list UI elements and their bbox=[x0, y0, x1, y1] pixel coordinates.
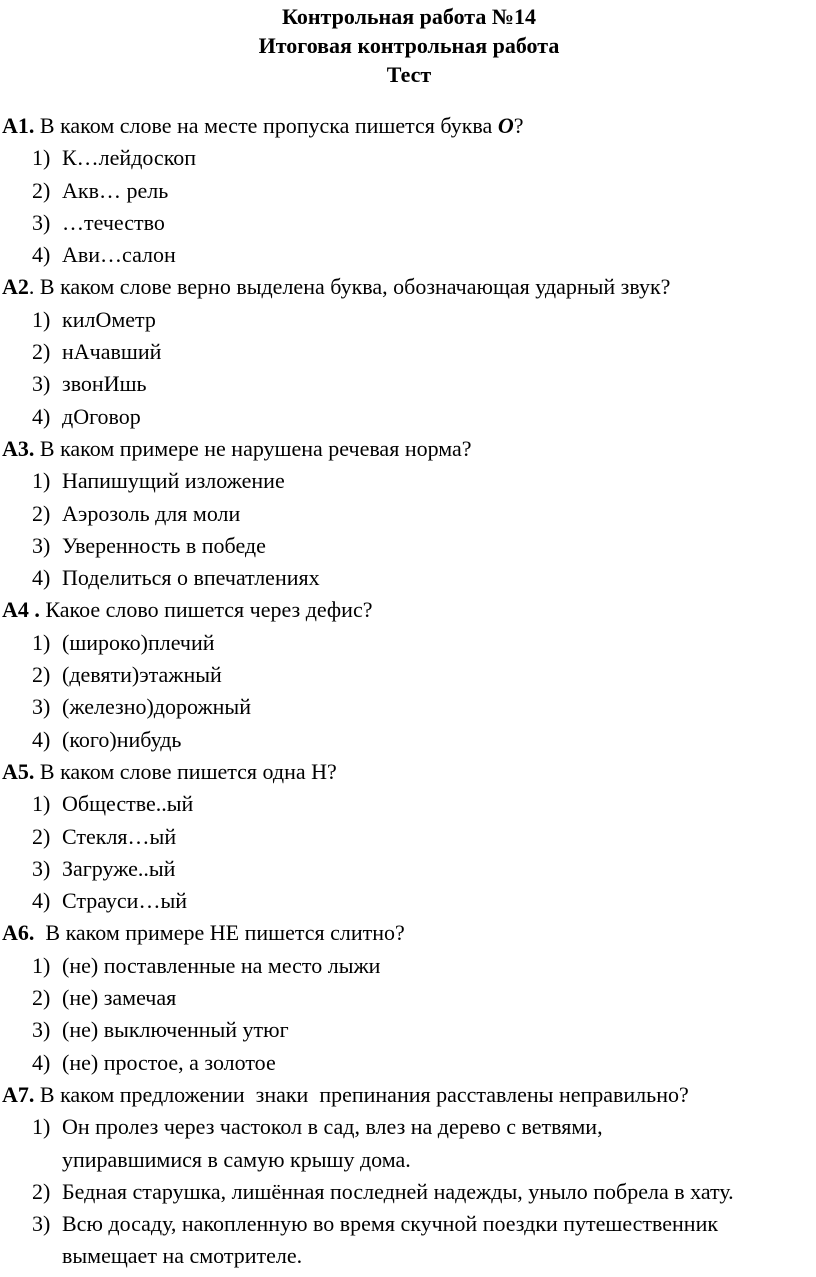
option-number: 3) bbox=[32, 532, 51, 558]
question-number: А7. bbox=[2, 1081, 35, 1107]
option-text: (железно)дорожный bbox=[62, 694, 251, 720]
answer-option bbox=[2, 659, 816, 691]
option-number: 2) bbox=[32, 177, 51, 203]
answer-option bbox=[2, 336, 816, 368]
question-text: В каком примере не нарушена речевая норма? bbox=[34, 435, 472, 461]
question-number: А2 bbox=[2, 274, 29, 300]
option-text: Всю досаду, накопленную во время скучной поездки путешественник вымещает на смотрителе. bbox=[62, 1211, 719, 1269]
answer-options bbox=[2, 142, 816, 271]
question-text-end: ? bbox=[513, 113, 524, 138]
question-a7-text bbox=[2, 1079, 816, 1111]
question-a5 bbox=[2, 756, 816, 917]
question-a4 bbox=[2, 594, 816, 755]
option-text: Поделиться о впечатлениях bbox=[62, 565, 320, 591]
answer-option bbox=[2, 1208, 812, 1273]
question-number: А3. bbox=[2, 435, 35, 461]
question-a6-text bbox=[2, 917, 816, 949]
option-text: килОметр bbox=[62, 306, 156, 332]
answer-option bbox=[2, 982, 816, 1014]
test-name-title: Итоговая контрольная работа bbox=[258, 33, 560, 58]
option-text: (не) замечая bbox=[62, 985, 177, 1011]
answer-option bbox=[2, 885, 816, 917]
option-text: Он пролез через частокол в сад, влез на дерево с ветвями, упиравшимися в самую крышу дома. bbox=[62, 1114, 603, 1172]
option-text: (кого)нибудь bbox=[62, 726, 182, 752]
answer-option bbox=[2, 207, 816, 239]
option-number: 3) bbox=[32, 1211, 51, 1237]
answer-options bbox=[2, 627, 816, 756]
option-text: нАчавший bbox=[62, 339, 162, 365]
answer-option bbox=[2, 530, 816, 562]
option-text: Акв… рель bbox=[62, 177, 169, 203]
question-text: В каком слове пишется одна Н? bbox=[34, 758, 337, 784]
option-number: 1) bbox=[32, 629, 51, 655]
option-number: 2) bbox=[32, 339, 51, 365]
question-a1-text bbox=[2, 110, 816, 142]
question-emphasized-letter: О bbox=[497, 113, 514, 138]
answer-options bbox=[2, 465, 816, 594]
option-number: 1) bbox=[32, 306, 51, 332]
option-number: 2) bbox=[32, 985, 51, 1011]
option-number: 4) bbox=[32, 565, 51, 591]
question-text: В каком предложении знаки препинания расставлены неправильно? bbox=[34, 1081, 689, 1107]
option-text: …течество bbox=[62, 209, 165, 235]
question-text: Какое слово пишется через дефис? bbox=[39, 597, 373, 623]
option-number: 1) bbox=[32, 791, 51, 817]
option-text: К…лейдоскоп bbox=[62, 145, 197, 171]
test-type-title: Тест bbox=[386, 62, 432, 87]
answer-option bbox=[2, 304, 816, 336]
option-number: 3) bbox=[32, 209, 51, 235]
option-number: 1) bbox=[32, 1114, 51, 1140]
question-a3-text bbox=[2, 433, 816, 465]
option-text: Аэрозоль для моли bbox=[62, 500, 241, 526]
option-number: 3) bbox=[32, 694, 51, 720]
option-number: 4) bbox=[32, 888, 51, 914]
option-text: Обществе..ый bbox=[62, 791, 194, 817]
question-number: А5. bbox=[2, 758, 35, 784]
answer-option bbox=[2, 239, 816, 271]
option-text: Ави…салон bbox=[62, 242, 176, 268]
option-text: Загруже..ый bbox=[62, 855, 176, 881]
answer-options bbox=[2, 950, 816, 1079]
option-number: 1) bbox=[32, 145, 51, 171]
answer-option bbox=[2, 1047, 816, 1079]
option-text: Бедная старушка, лишённая последней надежды, уныло побрела в хату. bbox=[62, 1178, 734, 1204]
option-text: звонИшь bbox=[62, 371, 147, 397]
option-text: (широко)плечий bbox=[62, 629, 215, 655]
option-number: 3) bbox=[32, 855, 51, 881]
option-number: 2) bbox=[32, 823, 51, 849]
answer-options bbox=[2, 1111, 816, 1272]
option-number: 4) bbox=[32, 403, 51, 429]
question-a2 bbox=[2, 271, 816, 432]
option-number: 3) bbox=[32, 1017, 51, 1043]
option-text: (не) выключенный утюг bbox=[62, 1017, 289, 1043]
question-text: . В каком слове верно выделена буква, обозначающая ударный звук? bbox=[28, 274, 671, 300]
question-a1 bbox=[2, 110, 816, 271]
answer-option bbox=[2, 724, 816, 756]
answer-option bbox=[2, 950, 816, 982]
question-text: В каком примере НЕ пишется слитно? bbox=[34, 920, 405, 946]
option-number: 4) bbox=[32, 726, 51, 752]
option-number: 2) bbox=[32, 500, 51, 526]
option-number: 2) bbox=[32, 662, 51, 688]
option-text: Напишущий изложение bbox=[62, 468, 285, 494]
question-a6 bbox=[2, 917, 816, 1078]
answer-option bbox=[2, 853, 816, 885]
answer-option bbox=[2, 627, 816, 659]
question-number: А4 . bbox=[2, 597, 40, 623]
answer-option bbox=[2, 1014, 816, 1046]
option-text: Страуси…ый bbox=[62, 888, 188, 914]
option-text: дОговор bbox=[62, 403, 141, 429]
question-a7 bbox=[2, 1079, 816, 1273]
answer-options bbox=[2, 304, 816, 433]
question-text: В каком слове на месте пропуска пишется буква bbox=[34, 113, 498, 138]
answer-option bbox=[2, 821, 816, 853]
answer-option bbox=[2, 498, 816, 530]
option-text: Стекля…ый bbox=[62, 823, 177, 849]
test-number-title: Контрольная работа №14 bbox=[282, 4, 536, 29]
option-text: (не) поставленные на место лыжи bbox=[62, 952, 381, 978]
answer-option bbox=[2, 175, 816, 207]
answer-option bbox=[2, 465, 816, 497]
question-a5-text bbox=[2, 756, 816, 788]
option-text: (девяти)этажный bbox=[62, 662, 222, 688]
answer-option bbox=[2, 401, 816, 433]
question-a2-text bbox=[2, 271, 816, 303]
question-number: А6. bbox=[2, 920, 35, 946]
document-header bbox=[2, 2, 816, 89]
answer-option bbox=[2, 1176, 816, 1208]
option-text: Уверенность в победе bbox=[62, 532, 266, 558]
answer-option bbox=[2, 142, 816, 174]
answer-option bbox=[2, 1111, 702, 1176]
answer-option bbox=[2, 368, 816, 400]
option-number: 2) bbox=[32, 1178, 51, 1204]
option-number: 1) bbox=[32, 952, 51, 978]
option-number: 1) bbox=[32, 468, 51, 494]
question-a4-text bbox=[2, 594, 816, 626]
answer-option bbox=[2, 691, 816, 723]
option-text: (не) простое, а золотое bbox=[62, 1049, 276, 1075]
option-number: 3) bbox=[32, 371, 51, 397]
answer-options bbox=[2, 788, 816, 917]
option-number: 4) bbox=[32, 242, 51, 268]
answer-option bbox=[2, 562, 816, 594]
question-a3 bbox=[2, 433, 816, 594]
question-number: А1. bbox=[2, 113, 35, 138]
option-number: 4) bbox=[32, 1049, 51, 1075]
answer-option bbox=[2, 788, 816, 820]
